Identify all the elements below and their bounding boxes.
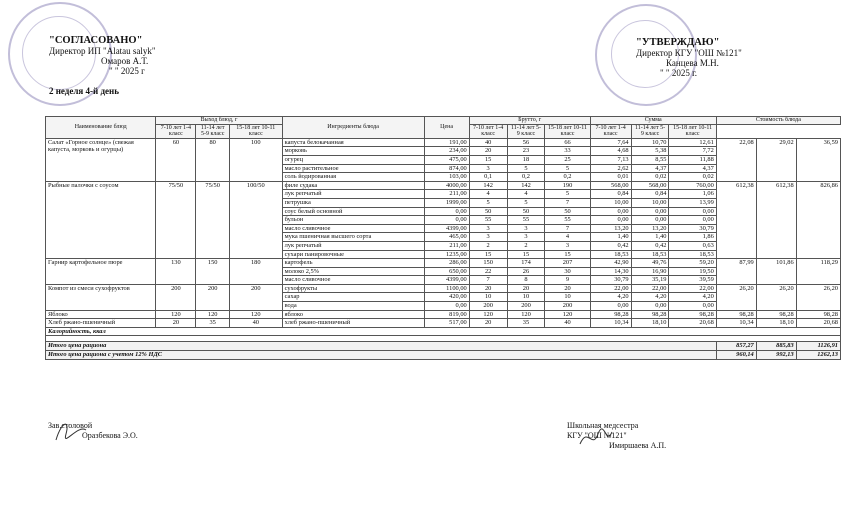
sum-cell: 42,90 [590, 259, 631, 268]
sum-cell: 0,00 [631, 216, 669, 225]
sum-cell: 1,06 [669, 190, 716, 199]
cost-cell: 98,28 [796, 310, 840, 319]
sum-cell: 7,64 [590, 138, 631, 147]
brutto-cell: 0,1 [469, 173, 507, 182]
price-cell: 4000,00 [424, 181, 469, 190]
total-value: 885,83 [756, 342, 796, 351]
sum-cell: 0,00 [590, 302, 631, 311]
yield-cell: 60 [156, 138, 196, 181]
sum-cell: 1,86 [669, 233, 716, 242]
price-cell: 819,00 [424, 310, 469, 319]
brutto-cell: 15 [545, 250, 590, 259]
header-price: Цена [424, 117, 469, 139]
table-row [46, 319, 841, 328]
ingredient-name: бульон [282, 216, 424, 225]
brutto-cell: 15 [469, 155, 507, 164]
sum-cell: 20,68 [669, 319, 716, 328]
brutto-cell: 20 [469, 147, 507, 156]
brutto-cell: 25 [545, 155, 590, 164]
ingredient-name: картофель [282, 259, 424, 268]
brutto-cell: 23 [507, 147, 545, 156]
cost-cell: 36,59 [796, 138, 840, 181]
approval-director: Директор КГУ "ОШ №121" [636, 48, 742, 58]
approval-block-left [49, 36, 156, 96]
price-cell: 191,00 [424, 138, 469, 147]
ingredient-name: петрушка [282, 198, 424, 207]
sum-cell: 0,84 [631, 190, 669, 199]
brutto-cell: 120 [545, 310, 590, 319]
ingredient-name: огурец [282, 155, 424, 164]
brutto-cell: 3 [469, 233, 507, 242]
price-cell: 0,00 [424, 207, 469, 216]
brutto-cell: 0,2 [507, 173, 545, 182]
header-age: 7-10 лет 1-4 класс [469, 124, 507, 138]
header-age: 15-18 лет 10-11 класс [669, 124, 716, 138]
brutto-cell: 4 [507, 190, 545, 199]
sum-cell: 13,20 [631, 224, 669, 233]
ingredient-name: лук репчатый [282, 241, 424, 250]
brutto-cell: 50 [507, 207, 545, 216]
brutto-cell: 3 [469, 164, 507, 173]
calories-row [46, 327, 841, 336]
dish-name: Хлеб ржано-пшеничный [46, 319, 156, 328]
dish-name: Гарнир картофельное пюре [46, 259, 156, 285]
price-cell: 465,00 [424, 233, 469, 242]
approval-director: Директор ИП "Alatau salyk" [49, 46, 156, 56]
brutto-cell: 120 [469, 310, 507, 319]
brutto-cell: 5 [507, 164, 545, 173]
ingredient-name: сухофрукты [282, 284, 424, 293]
sum-cell: 22,00 [590, 284, 631, 293]
yield-cell: 75/50 [156, 181, 196, 258]
price-cell: 1999,00 [424, 198, 469, 207]
sum-cell: 0,00 [631, 302, 669, 311]
total-value: 992,13 [756, 351, 796, 360]
cost-cell: 26,20 [796, 284, 840, 310]
price-cell: 0,00 [424, 302, 469, 311]
brutto-cell: 50 [469, 207, 507, 216]
brutto-cell: 4 [469, 190, 507, 199]
header-brutto: Брутто, г [469, 117, 590, 125]
header-dish: Наименование блюд [46, 117, 156, 139]
ingredient-name: масло растительное [282, 164, 424, 173]
yield-cell: 100/50 [230, 181, 283, 258]
price-cell: 4399,00 [424, 224, 469, 233]
price-cell: 517,00 [424, 319, 469, 328]
brutto-cell: 20 [507, 284, 545, 293]
header-age: 7-10 лет 1-4 класс [590, 124, 631, 138]
sum-cell: 10,00 [631, 198, 669, 207]
ingredient-name: яблоко [282, 310, 424, 319]
yield-cell: 130 [156, 259, 196, 285]
total-value: 857,27 [716, 342, 756, 351]
sum-cell: 4,68 [590, 147, 631, 156]
sum-cell: 568,00 [590, 181, 631, 190]
brutto-cell: 174 [507, 259, 545, 268]
table-row [46, 181, 841, 190]
brutto-cell: 15 [469, 250, 507, 259]
signature-left [52, 416, 92, 446]
sum-cell: 14,30 [590, 267, 631, 276]
brutto-cell: 55 [545, 216, 590, 225]
cost-cell: 612,38 [756, 181, 796, 258]
brutto-cell: 7 [545, 224, 590, 233]
yield-cell: 20 [156, 319, 196, 328]
brutto-cell: 2 [507, 241, 545, 250]
brutto-cell: 55 [469, 216, 507, 225]
brutto-cell: 0,2 [545, 173, 590, 182]
header-age: 11-14 лет 5-9 класс [196, 124, 230, 138]
brutto-cell: 10 [469, 293, 507, 302]
brutto-cell: 10 [507, 293, 545, 302]
sum-cell: 568,00 [631, 181, 669, 190]
ingredient-name: мука пшеничная высшего сорта [282, 233, 424, 242]
calories-label: Калорийность, ккал [46, 327, 841, 336]
brutto-cell: 5 [545, 164, 590, 173]
header-cost: Стоимость блюда [716, 117, 840, 125]
sum-cell: 49,76 [631, 259, 669, 268]
price-cell: 1100,00 [424, 284, 469, 293]
brutto-cell: 3 [469, 224, 507, 233]
sum-cell: 5,38 [631, 147, 669, 156]
brutto-cell: 200 [545, 302, 590, 311]
sum-cell: 18,53 [631, 250, 669, 259]
sum-cell: 0,00 [669, 207, 716, 216]
footer-role: Зав.столовой [48, 421, 93, 430]
brutto-cell: 20 [545, 284, 590, 293]
sum-cell: 35,19 [631, 276, 669, 285]
cost-cell: 10,34 [716, 319, 756, 328]
brutto-cell: 35 [507, 319, 545, 328]
sum-cell: 98,28 [631, 310, 669, 319]
sum-cell: 0,00 [631, 207, 669, 216]
brutto-cell: 8 [507, 276, 545, 285]
sum-cell: 22,00 [631, 284, 669, 293]
sum-cell: 4,20 [590, 293, 631, 302]
table-row [46, 138, 841, 147]
brutto-cell: 190 [545, 181, 590, 190]
header-age: 11-14 лет 5-9 класс [631, 124, 669, 138]
cost-cell: 101,86 [756, 259, 796, 285]
cost-cell: 826,86 [796, 181, 840, 258]
sum-cell: 0,00 [590, 216, 631, 225]
total-label: Итого цена рациона с учетом 12% НДС [46, 351, 717, 360]
header-age: 7-10 лет 1-4 класс [156, 124, 196, 138]
sum-cell: 18,53 [590, 250, 631, 259]
brutto-cell: 40 [469, 138, 507, 147]
cost-cell: 22,08 [716, 138, 756, 181]
sum-cell: 4,20 [669, 293, 716, 302]
sum-cell: 10,34 [590, 319, 631, 328]
ingredient-name: морковь [282, 147, 424, 156]
footer-org: КГУ "ОШ №121" [567, 431, 627, 440]
cost-cell: 20,68 [796, 319, 840, 328]
brutto-cell: 40 [545, 319, 590, 328]
yield-cell: 180 [230, 259, 283, 285]
brutto-cell: 3 [507, 233, 545, 242]
cost-cell: 612,38 [716, 181, 756, 258]
brutto-cell: 7 [469, 276, 507, 285]
total-row [46, 351, 841, 360]
brutto-cell: 22 [469, 267, 507, 276]
price-cell: 234,00 [424, 147, 469, 156]
ingredient-name: сахар [282, 293, 424, 302]
sum-cell: 18,10 [631, 319, 669, 328]
brutto-cell: 15 [507, 250, 545, 259]
sum-cell: 0,42 [590, 241, 631, 250]
sum-cell: 11,88 [669, 155, 716, 164]
price-cell: 1235,00 [424, 250, 469, 259]
table-row [46, 310, 841, 319]
ingredient-name: сухари панировочные [282, 250, 424, 259]
sum-cell: 0,00 [669, 302, 716, 311]
ingredient-name: капуста белокачанная [282, 138, 424, 147]
cost-cell: 98,28 [716, 310, 756, 319]
brutto-cell: 3 [545, 241, 590, 250]
dish-name: Рыбные палочки с соусом [46, 181, 156, 258]
yield-cell: 200 [196, 284, 230, 310]
brutto-cell: 50 [545, 207, 590, 216]
sum-cell: 1,40 [590, 233, 631, 242]
sum-cell: 98,28 [590, 310, 631, 319]
approval-title: "УТВЕРЖДАЮ" [636, 37, 720, 48]
sum-cell: 18,53 [669, 250, 716, 259]
price-cell: 650,00 [424, 267, 469, 276]
brutto-cell: 33 [545, 147, 590, 156]
sum-cell: 0,00 [590, 207, 631, 216]
ingredient-name: соль йодированная [282, 173, 424, 182]
sum-cell: 760,00 [669, 181, 716, 190]
total-value: 1126,91 [796, 342, 840, 351]
ingredient-name: вода [282, 302, 424, 311]
brutto-cell: 5 [469, 198, 507, 207]
sum-cell: 0,02 [631, 173, 669, 182]
sum-cell: 0,00 [669, 216, 716, 225]
brutto-cell: 3 [507, 224, 545, 233]
cost-cell: 18,10 [756, 319, 796, 328]
sum-cell: 16,90 [631, 267, 669, 276]
brutto-cell: 200 [507, 302, 545, 311]
sum-cell: 12,61 [669, 138, 716, 147]
price-cell: 211,00 [424, 190, 469, 199]
sum-cell: 98,28 [669, 310, 716, 319]
header-age: 15-18 лет 10-11 класс [545, 124, 590, 138]
approval-block-right [636, 38, 742, 78]
brutto-cell: 20 [469, 319, 507, 328]
sum-cell: 22,00 [669, 284, 716, 293]
yield-cell: 150 [196, 259, 230, 285]
price-cell: 874,00 [424, 164, 469, 173]
brutto-cell: 142 [507, 181, 545, 190]
sum-cell: 8,55 [631, 155, 669, 164]
header-sum: Сумма [590, 117, 716, 125]
cost-cell: 87,99 [716, 259, 756, 285]
sum-cell: 7,13 [590, 155, 631, 164]
yield-cell: 120 [230, 310, 283, 319]
brutto-cell: 4 [545, 233, 590, 242]
ingredient-name: лук репчатый [282, 190, 424, 199]
yield-cell: 200 [230, 284, 283, 310]
ingredient-name: хлеб ржано-пшеничный [282, 319, 424, 328]
sum-cell: 0,02 [669, 173, 716, 182]
sum-cell: 0,42 [631, 241, 669, 250]
cost-cell: 26,20 [716, 284, 756, 310]
footer-name: Имиршаева А.П. [609, 441, 667, 450]
yield-cell: 75/50 [196, 181, 230, 258]
brutto-cell: 5 [545, 190, 590, 199]
approval-title: "СОГЛАСОВАНО" [49, 35, 143, 46]
price-cell: 286,00 [424, 259, 469, 268]
sum-cell: 7,72 [669, 147, 716, 156]
brutto-cell: 18 [507, 155, 545, 164]
price-cell: 420,00 [424, 293, 469, 302]
approval-name: Канцева М.Н. [666, 58, 719, 68]
footer-role: Школьная медсестра [567, 421, 639, 430]
sum-cell: 30,79 [590, 276, 631, 285]
yield-cell: 120 [196, 310, 230, 319]
ingredient-name: масло сливочное [282, 276, 424, 285]
total-value: 960,14 [716, 351, 756, 360]
sum-cell: 4,37 [631, 164, 669, 173]
header-age: 11-14 лет 5-9 класс [507, 124, 545, 138]
total-row [46, 342, 841, 351]
price-cell: 4399,00 [424, 276, 469, 285]
brutto-cell: 142 [469, 181, 507, 190]
dish-name: Компот из смеси сухофруктов [46, 284, 156, 310]
brutto-cell: 120 [507, 310, 545, 319]
brutto-cell: 20 [469, 284, 507, 293]
cost-cell: 98,28 [756, 310, 796, 319]
approval-date: " " 2025 г [109, 66, 145, 76]
cost-cell: 118,29 [796, 259, 840, 285]
sum-cell: 0,63 [669, 241, 716, 250]
sum-cell: 13,99 [669, 198, 716, 207]
ingredient-name: филе судака [282, 181, 424, 190]
signature-right [576, 424, 616, 454]
brutto-cell: 200 [469, 302, 507, 311]
brutto-cell: 7 [545, 198, 590, 207]
cost-cell: 26,20 [756, 284, 796, 310]
yield-cell: 100 [230, 138, 283, 181]
sum-cell: 4,20 [631, 293, 669, 302]
price-cell: 475,00 [424, 155, 469, 164]
dish-name: Салат «Горное солнце» (свежая капуста, морковь и огурцы) [46, 138, 156, 181]
sum-cell: 39,59 [669, 276, 716, 285]
brutto-cell: 9 [545, 276, 590, 285]
brutto-cell: 207 [545, 259, 590, 268]
sum-cell: 1,40 [631, 233, 669, 242]
total-value: 1262,13 [796, 351, 840, 360]
yield-cell: 40 [230, 319, 283, 328]
yield-cell: 200 [156, 284, 196, 310]
price-cell: 211,00 [424, 241, 469, 250]
sum-cell: 19,50 [669, 267, 716, 276]
brutto-cell: 55 [507, 216, 545, 225]
week-day-label: 2 неделя 4-й день [49, 86, 119, 96]
sum-cell: 0,01 [590, 173, 631, 182]
ingredient-name: масло сливочное [282, 224, 424, 233]
brutto-cell: 2 [469, 241, 507, 250]
cost-cell: 29,02 [756, 138, 796, 181]
brutto-cell: 56 [507, 138, 545, 147]
ingredient-name: соус белый основной [282, 207, 424, 216]
header-ingredients: Ингредиенты блюда [282, 117, 424, 139]
yield-cell: 80 [196, 138, 230, 181]
sum-cell: 30,79 [669, 224, 716, 233]
dish-name: Яблоко [46, 310, 156, 319]
approval-name: Омаров А.Т. [101, 56, 149, 66]
sum-cell: 13,20 [590, 224, 631, 233]
brutto-cell: 26 [507, 267, 545, 276]
sum-cell: 0,84 [590, 190, 631, 199]
footer-name: Оразбекова Э.О. [82, 431, 138, 440]
brutto-cell: 66 [545, 138, 590, 147]
menu-table [45, 116, 841, 360]
sum-cell: 2,62 [590, 164, 631, 173]
brutto-cell: 10 [545, 293, 590, 302]
sum-cell: 4,37 [669, 164, 716, 173]
table-row [46, 259, 841, 268]
sum-cell: 59,20 [669, 259, 716, 268]
price-cell: 0,00 [424, 216, 469, 225]
ingredient-name: молоко 2,5% [282, 267, 424, 276]
yield-cell: 120 [156, 310, 196, 319]
price-cell: 103,00 [424, 173, 469, 182]
total-label: Итого цена рациона [46, 342, 717, 351]
header-age: 15-18 лет 10-11 класс [230, 124, 283, 138]
approval-date: " " 2025 г. [660, 68, 698, 78]
header-yield: Выход блюд, г [156, 117, 282, 125]
sum-cell: 10,70 [631, 138, 669, 147]
brutto-cell: 30 [545, 267, 590, 276]
brutto-cell: 150 [469, 259, 507, 268]
yield-cell: 35 [196, 319, 230, 328]
sum-cell: 10,00 [590, 198, 631, 207]
brutto-cell: 5 [507, 198, 545, 207]
table-row [46, 284, 841, 293]
